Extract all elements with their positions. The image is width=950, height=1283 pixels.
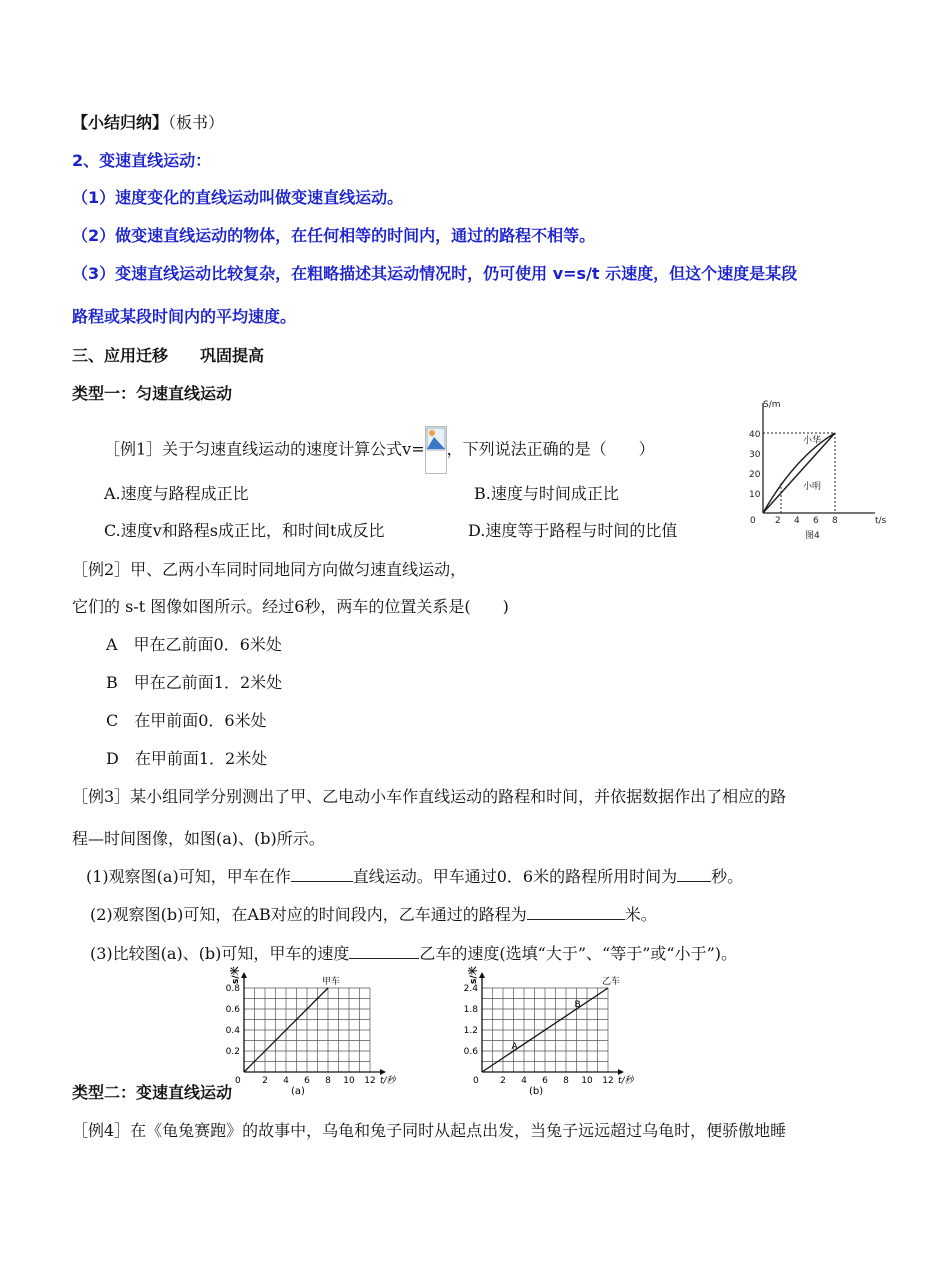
ex1-stem: [104, 426, 655, 474]
fig4-xtick: 2: [775, 516, 781, 526]
point-label: A: [511, 1042, 518, 1052]
ex3-stem-b: 程—时间图像，如图(a)、(b)所示。: [72, 829, 325, 848]
fig4-ytick: 40: [749, 430, 761, 440]
x-axis-arrow: [380, 1069, 386, 1075]
chart-caption: (a): [291, 1086, 305, 1097]
y-tick-label: 0.8: [225, 984, 240, 994]
x-tick-label: 12: [602, 1076, 614, 1086]
fig4-ytick: 30: [749, 450, 761, 460]
summary-heading-line: [72, 110, 224, 133]
y-axis-label: s/米: [231, 966, 241, 984]
series-label: 乙车: [602, 977, 621, 987]
chart-a: [212, 966, 396, 1097]
fig4-xtick: 8: [832, 516, 838, 526]
summary-point-3a: （3）变速直线运动比较复杂，在粗略描述其运动情况时，仍可使用 v=s/t 示速度，但这个速度是某段: [72, 264, 798, 283]
point-label: B: [574, 1000, 581, 1010]
fig4-ytick: 10: [749, 490, 761, 500]
ex2-option-c: C 在甲前面0．6米处: [106, 711, 267, 730]
x-tick-label: 2: [500, 1076, 506, 1086]
y-tick-label: 2.4: [463, 984, 478, 994]
fig4-xlabel: t/s: [875, 516, 887, 526]
ex3-stem-a: ［例3］某小组同学分别测出了甲、乙电动小车作直线运动的路程和时间，并依据数据作出了相应的路: [72, 787, 787, 806]
ex2-option-a: A 甲在乙前面0．6米处: [106, 635, 282, 654]
y-axis-label: s/米: [469, 966, 479, 984]
type2-title: 类型二：变速直线运动: [72, 1083, 233, 1102]
x-axis-label: t/秒: [618, 1076, 634, 1086]
summary-item2: 2、变速直线运动：: [72, 151, 212, 170]
ex2-stem-a: ［例2］甲、乙两小车同时同地同方向做匀速直线运动，: [72, 560, 467, 579]
ex1-option-a: A.速度与路程成正比: [104, 484, 249, 503]
fig4-line-2: [763, 433, 835, 513]
chart-caption: (b): [529, 1086, 544, 1097]
x-tick-label: 2: [262, 1076, 268, 1086]
y-tick-label: 1.8: [463, 1005, 478, 1015]
ex2-option-b: B 甲在乙前面1．2米处: [106, 673, 283, 692]
fig4-line2-label: 小明: [803, 482, 822, 492]
x-axis-label: t/秒: [380, 1076, 396, 1086]
fig4-xtick: 4: [794, 516, 800, 526]
summary-point-3b: 路程或某段时间内的平均速度。: [72, 307, 297, 326]
summary-heading: 【小结归纳】: [72, 113, 169, 132]
ex3-question-1: [86, 864, 743, 887]
ex3-question-3: [90, 941, 737, 964]
fig4-ylabel: S/m: [763, 400, 781, 410]
ex3-question-2: [90, 902, 657, 925]
x-tick-label: 8: [563, 1076, 569, 1086]
ex3-q2-part: (2)观察图(b)可知，在AB对应的时间段内，乙车通过的路程为: [90, 905, 527, 924]
section3-title: 三、应用迁移 巩固提高: [72, 346, 265, 365]
x-tick-label: 4: [283, 1076, 289, 1086]
y-tick-label: 0.4: [225, 1026, 240, 1036]
ex3-q3-part: 乙车的速度(选填“大于”、“等于”或“小于”)。: [419, 944, 737, 963]
type1-title: 类型一：匀速直线运动: [72, 384, 233, 403]
fig4-xtick: 6: [813, 516, 819, 526]
ex1-option-c: C.速度v和路程s成正比，和时间t成反比: [104, 521, 385, 540]
ex3-q1-part: (1)观察图(a)可知，甲车在作: [86, 867, 291, 886]
figure-4: [735, 395, 895, 545]
fig4-caption: 图4: [805, 531, 820, 541]
ex1-stem-b: ，下列说法正确的是（ ）: [446, 439, 655, 459]
ex3-q1-part: 秒。: [711, 867, 744, 886]
x-tick-label: 0: [235, 1076, 241, 1086]
summary-point-2: （2）做变速直线运动的物体，在任何相等的时间内，通过的路程不相等。: [72, 226, 596, 245]
ex3-q2-part: 米。: [624, 905, 657, 924]
fig4-ytick: 20: [749, 470, 761, 480]
ex2-stem-b: 它们的 s-t 图像如图所示。经过6秒，两车的位置关系是( ): [72, 597, 509, 616]
x-tick-label: 10: [581, 1076, 593, 1086]
y-axis-arrow: [479, 972, 485, 978]
chart-grid: [244, 988, 370, 1072]
y-tick-label: 0.6: [225, 1005, 240, 1015]
summary-heading-note: （板书）: [168, 113, 225, 132]
series-label: 甲车: [322, 977, 341, 987]
ex1-option-b: B.速度与时间成正比: [474, 484, 619, 503]
x-tick-label: 0: [473, 1076, 479, 1086]
x-tick-label: 4: [521, 1076, 527, 1086]
answer-blank[interactable]: [527, 905, 625, 920]
chart-b: [450, 966, 634, 1097]
x-tick-label: 12: [364, 1076, 376, 1086]
answer-blank[interactable]: [349, 944, 419, 959]
x-tick-label: 6: [304, 1076, 310, 1086]
fig4-line1-label: 小华: [803, 436, 822, 446]
ex4-stem: ［例4］在《龟兔赛跑》的故事中，乌龟和兔子同时从起点出发，当兔子远远超过乌龟时，便骄傲地睡: [72, 1121, 787, 1140]
y-tick-label: 1.2: [463, 1026, 478, 1036]
y-tick-label: 0.2: [225, 1047, 240, 1057]
y-tick-label: 0.6: [463, 1047, 478, 1057]
answer-blank[interactable]: [291, 867, 353, 882]
y-axis-arrow: [241, 972, 247, 978]
summary-point-1: （1）速度变化的直线运动叫做变速直线运动。: [72, 188, 404, 207]
x-axis-arrow: [618, 1069, 624, 1075]
answer-blank[interactable]: [677, 867, 711, 882]
ex3-q3-part: (3)比较图(a)、(b)可知，甲车的速度: [90, 944, 350, 963]
x-tick-label: 8: [325, 1076, 331, 1086]
ex2-option-d: D 在甲前面1．2米处: [106, 749, 268, 768]
x-tick-label: 6: [542, 1076, 548, 1086]
fig4-xtick: 0: [750, 516, 756, 526]
ex3-q1-part: 直线运动。甲车通过0．6米的路程所用时间为: [352, 867, 678, 886]
ex1-option-d: D.速度等于路程与时间的比值: [468, 521, 678, 540]
formula-image-icon: [425, 426, 447, 474]
ex1-stem-a: ［例1］关于匀速直线运动的速度计算公式v=: [104, 439, 425, 459]
x-tick-label: 10: [343, 1076, 355, 1086]
